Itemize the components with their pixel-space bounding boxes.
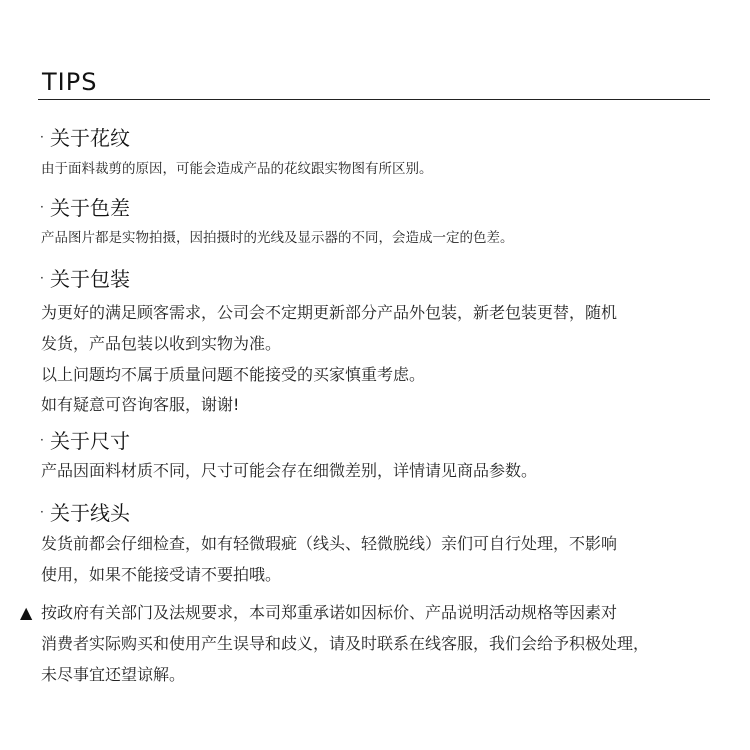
section-heading-pattern bbox=[40, 123, 130, 152]
bullet-dot-icon: · bbox=[40, 433, 44, 447]
bullet-dot-icon: · bbox=[40, 130, 44, 144]
page-title: TIPS bbox=[42, 68, 98, 96]
legal-notice bbox=[20, 598, 617, 628]
section-heading-label: 关于包装 bbox=[50, 267, 130, 291]
section-heading-threads bbox=[40, 498, 130, 527]
section-heading-label: 关于尺寸 bbox=[50, 429, 130, 453]
section-heading-label: 关于线头 bbox=[50, 501, 130, 525]
section-heading-color-difference bbox=[40, 193, 130, 222]
legal-notice-line: 消费者实际购买和使用产生误导和歧义，请及时联系在线客服，我们会给予积极处理， bbox=[41, 634, 650, 653]
section-text-packaging-line: 为更好的满足顾客需求，公司会不定期更新部分产品外包装，新老包装更替，随机 bbox=[41, 303, 618, 322]
section-heading-label: 关于色差 bbox=[50, 196, 130, 220]
section-text-packaging-line: 以上问题均不属于质量问题不能接受的买家慎重考虑。 bbox=[41, 365, 426, 384]
section-heading-packaging bbox=[40, 264, 130, 293]
section-heading-size bbox=[40, 426, 130, 455]
section-text-packaging-line: 发货，产品包装以收到实物为准。 bbox=[41, 334, 282, 353]
section-text-threads-line: 使用，如果不能接受请不要拍哦。 bbox=[41, 565, 282, 584]
section-text-threads-line: 发货前都会仔细检查，如有轻微瑕疵（线头、轻微脱线）亲们可自行处理，不影响 bbox=[41, 534, 618, 553]
legal-notice-line: 未尽事宜还望谅解。 bbox=[41, 665, 186, 684]
section-text-color-difference: 产品图片都是实物拍摄，因拍摄时的光线及显示器的不同，会造成一定的色差。 bbox=[41, 230, 514, 246]
warning-triangle-icon: ▲ bbox=[20, 603, 33, 622]
bullet-dot-icon: · bbox=[40, 271, 44, 285]
legal-notice-line: 按政府有关部门及法规要求，本司郑重承诺如因标价、产品说明活动规格等因素对 bbox=[41, 603, 618, 622]
title-divider bbox=[38, 99, 710, 100]
section-text-packaging-line: 如有疑意可咨询客服，谢谢! bbox=[41, 395, 240, 414]
section-heading-label: 关于花纹 bbox=[50, 126, 130, 150]
bullet-dot-icon: · bbox=[40, 505, 44, 519]
bullet-dot-icon: · bbox=[40, 200, 44, 214]
section-text-size: 产品因面料材质不同，尺寸可能会存在细微差别，详情请见商品参数。 bbox=[41, 461, 538, 480]
section-text-pattern: 由于面料裁剪的原因，可能会造成产品的花纹跟实物图有所区别。 bbox=[41, 161, 433, 177]
